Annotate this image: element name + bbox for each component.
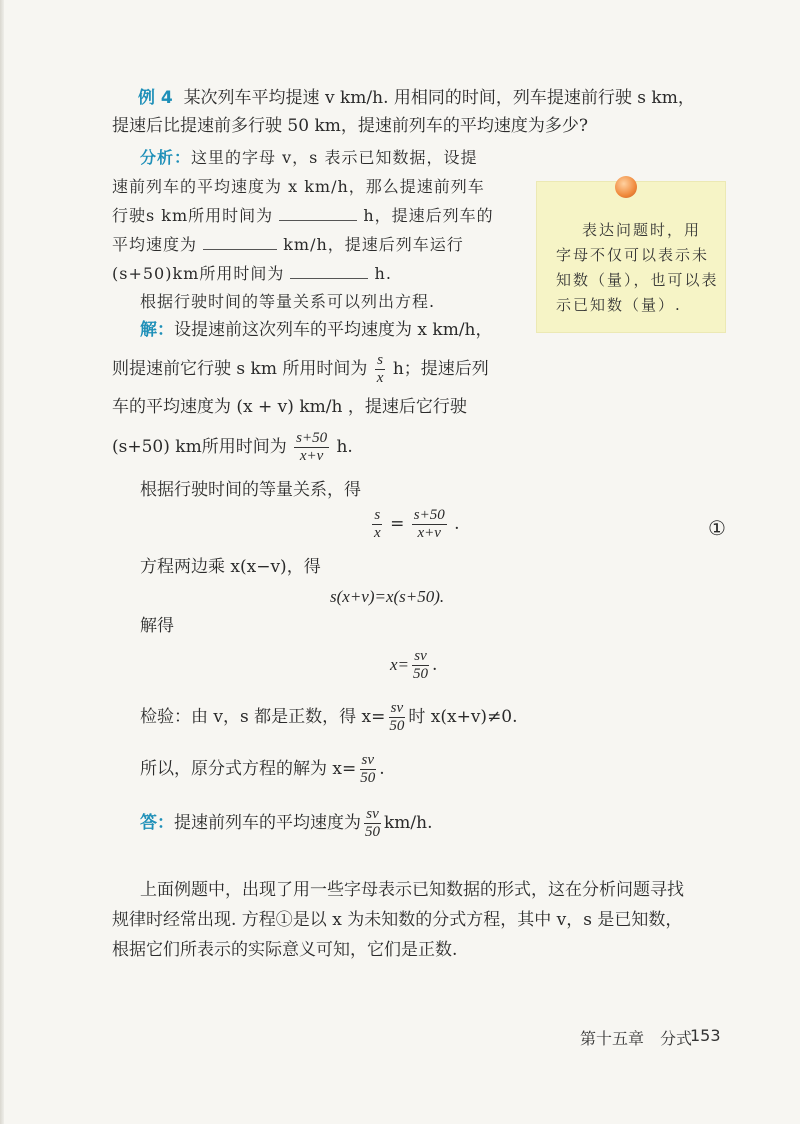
example-line-2: 提速后比提速前多行驶 50 km，提速前列车的平均速度为多少?: [112, 116, 588, 136]
page-number: 153: [690, 1026, 721, 1045]
note-line-3: 知数（量），也可以表: [556, 271, 719, 289]
example-text-1: 某次列车平均提速 v km/h. 用相同的时间，列车提速前行驶 s km，: [183, 88, 695, 108]
conclusion-fraction: $\frac{sv}{50}$: [360, 752, 376, 786]
solution-line-4: [112, 430, 353, 465]
paragraph-line-1: 上面例题中，出现了用一些字母表示已知数据的形式，这在分析问题寻找: [140, 880, 684, 900]
eq3-left: x=: [390, 655, 410, 674]
solution-line-7: 解得: [140, 616, 174, 636]
answer-text-a: 提速前列车的平均速度为: [174, 813, 361, 833]
answer-line: [140, 806, 433, 841]
check-text-a: 检验：由 v，s 都是正数，得 x=: [140, 707, 386, 727]
analysis-line-1: [140, 146, 477, 170]
conclusion-text: 所以，原分式方程的解为 x=: [140, 759, 357, 779]
analysis-text-5a: (s+50)km所用时间为: [112, 264, 285, 283]
pin-icon: [615, 176, 637, 198]
eq3-fraction: $\frac{sv}{50}$: [413, 648, 429, 682]
answer-blank-3[interactable]: [290, 262, 368, 279]
eq1-equals: =: [390, 514, 405, 534]
check-line: [140, 700, 518, 735]
analysis-line-4: [112, 233, 464, 257]
note-line-1: 表达问题时，用: [582, 221, 702, 239]
analysis-line-6: 根据行驶时间的等量关系可以列出方程.: [140, 292, 436, 311]
analysis-text-4a: 平均速度为: [112, 235, 198, 254]
eq3-period: .: [432, 655, 438, 675]
equation-3: [390, 648, 437, 683]
page-edge: [0, 0, 4, 1124]
solution-line-3: 车的平均速度为 (x + v) km/h ，提速后它行驶: [112, 397, 467, 417]
analysis-text-4b: km/h，提速后列车运行: [283, 235, 464, 254]
eq1-period: .: [454, 514, 460, 534]
solution-line-6: 方程两边乘 x(x−v)，得: [140, 557, 321, 577]
eq1-right-fraction: $\frac{s+50}{x+v}$: [413, 507, 445, 541]
check-text-b: 时 x(x+v)≠0.: [408, 707, 518, 727]
solution-line-2: [112, 352, 489, 387]
answer-label: 答：: [140, 813, 174, 833]
solution-text-2b: h；提速后列: [392, 359, 489, 379]
analysis-label: 分析：: [140, 148, 192, 167]
solution-line-5: 根据行驶时间的等量关系，得: [140, 480, 361, 500]
example-line-1: [138, 86, 695, 110]
analysis-text-5b: h.: [374, 264, 392, 283]
analysis-line-3: [112, 204, 494, 228]
conclusion-line: [140, 752, 385, 787]
fraction-s-over-x: $\frac{s}{x}$: [376, 352, 384, 386]
chapter-title: 第十五章 分式: [580, 1029, 693, 1048]
equation-marker: ①: [708, 516, 726, 540]
analysis-text-1: 这里的字母 v，s 表示已知数据，设提: [191, 148, 478, 167]
solution-text-2a: 则提速前它行驶 s km 所用时间为: [112, 359, 368, 379]
answer-blank-2[interactable]: [203, 233, 277, 250]
solution-text-4b: h.: [336, 437, 353, 457]
answer-blank-1[interactable]: [279, 204, 357, 221]
analysis-line-2: 速前列车的平均速度为 x km/h，那么提速前列车: [112, 177, 485, 196]
solution-line-1: [140, 318, 493, 342]
solution-text-1: 设提速前这次列车的平均速度为 x km/h，: [174, 320, 493, 340]
fraction-time-after: $\frac{s+50}{x+v}$: [296, 430, 328, 464]
paragraph-line-2: 规律时经常出现. 方程①是以 x 为未知数的分式方程，其中 v，s 是已知数，: [112, 910, 683, 930]
note-line-2: 字母不仅可以表示未: [556, 246, 710, 264]
equation-2: s(x+v)=x(s+50).: [330, 587, 445, 606]
equation-1: [370, 507, 460, 542]
paragraph-line-3: 根据它们所表示的实际意义可知，它们是正数.: [112, 940, 458, 960]
solution-label: 解：: [140, 320, 174, 340]
eq1-left-fraction: $\frac{s}{x}$: [374, 507, 381, 541]
answer-text-b: km/h.: [384, 813, 433, 833]
note-line-4: 示已知数（量）.: [556, 296, 682, 314]
conclusion-period: .: [379, 759, 385, 779]
analysis-text-3a: 行驶s km所用时间为: [112, 206, 274, 225]
answer-fraction: $\frac{sv}{50}$: [365, 806, 380, 840]
solution-text-4a: (s+50) km所用时间为: [112, 437, 287, 457]
analysis-text-3b: h，提速后列车的: [363, 206, 494, 225]
example-label: 例 4: [138, 88, 173, 108]
check-fraction: $\frac{sv}{50}$: [389, 700, 405, 734]
analysis-line-5: [112, 262, 392, 286]
